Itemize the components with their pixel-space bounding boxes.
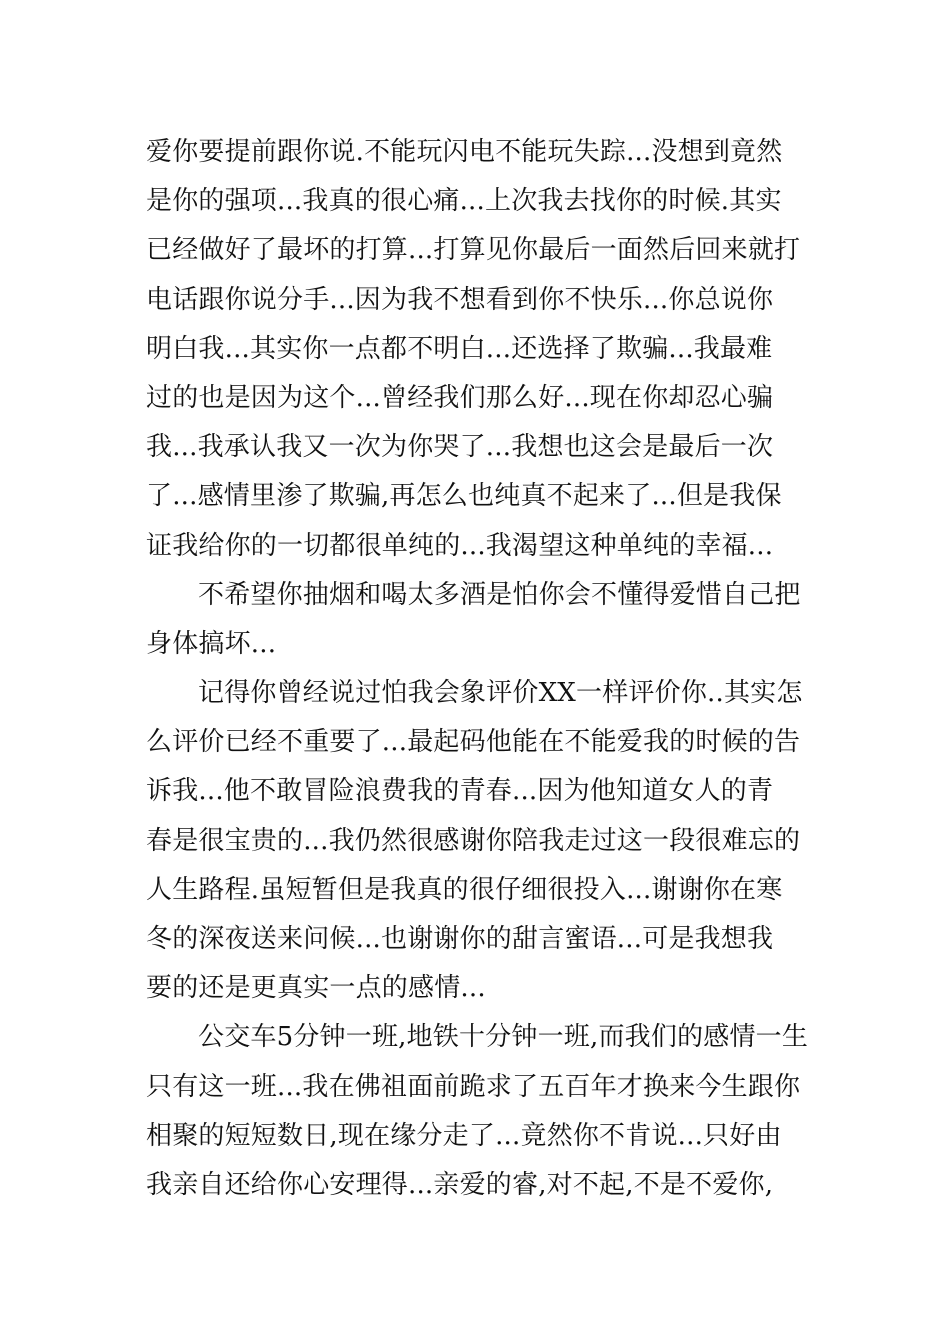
text-line: 了...感情里渗了欺骗,再怎么也纯真不起来了...但是我保	[146, 481, 782, 512]
text-line: 身体搞坏...	[146, 628, 277, 659]
text-line: 电话跟你说分手...因为我不想看到你不快乐...你总说你	[146, 284, 774, 315]
text-line: 我...我承认我又一次为你哭了...我想也这会是最后一次	[146, 432, 774, 463]
text-line: 已经做好了最坏的打算...打算见你最后一面然后回来就打	[146, 235, 801, 266]
text-line: 只有这一班...我在佛祖面前跪求了五百年才换来今生跟你	[146, 1071, 801, 1102]
text-line: 我亲自还给你心安理得...亲爱的睿,对不起,不是不爱你,	[146, 1169, 774, 1200]
text-line: 证我给你的一切都很单纯的...我渴望这种单纯的幸福...	[146, 530, 774, 561]
text-line: 是你的强项...我真的很心痛...上次我去找你的时候.其实	[146, 186, 782, 217]
text-line: 冬的深夜送来问候...也谢谢你的甜言蜜语...可是我想我	[146, 924, 774, 954]
paragraph-first-line: 不希望你抽烟和喝太多酒是怕你会不懂得爱惜自己把	[198, 579, 801, 610]
text-line: 爱你要提前跟你说.不能玩闪电不能玩失踪...没想到竟然	[146, 137, 783, 167]
text-line: 明白我...其实你一点都不明白...还选择了欺骗...我最难	[146, 333, 773, 364]
paragraph-first-line: 记得你曾经说过怕我会象评价XX一样评价你..其实怎	[198, 678, 803, 709]
document-body	[146, 128, 810, 1210]
text-line: 过的也是因为这个...曾经我们那么好...现在你却忍心骗	[146, 382, 774, 413]
text-line: 要的还是更真实一点的感情...	[146, 973, 486, 1004]
text-line: 么评价已经不重要了...最起码他能在不能爱我的时候的告	[146, 727, 801, 758]
text-line: 诉我...他不敢冒险浪费我的青春...因为他知道女人的青	[146, 776, 774, 807]
text-line: 人生路程.虽短暂但是我真的很仔细很投入...谢谢你在寒	[146, 874, 783, 905]
paragraph-first-line: 公交车5分钟一班,地铁十分钟一班,而我们的感情一生	[198, 1022, 809, 1053]
text-line: 春是很宝贵的...我仍然很感谢你陪我走过这一段很难忘的	[146, 825, 801, 856]
text-line: 相聚的短短数日,现在缘分走了...竟然你不肯说...只好由	[146, 1120, 782, 1151]
